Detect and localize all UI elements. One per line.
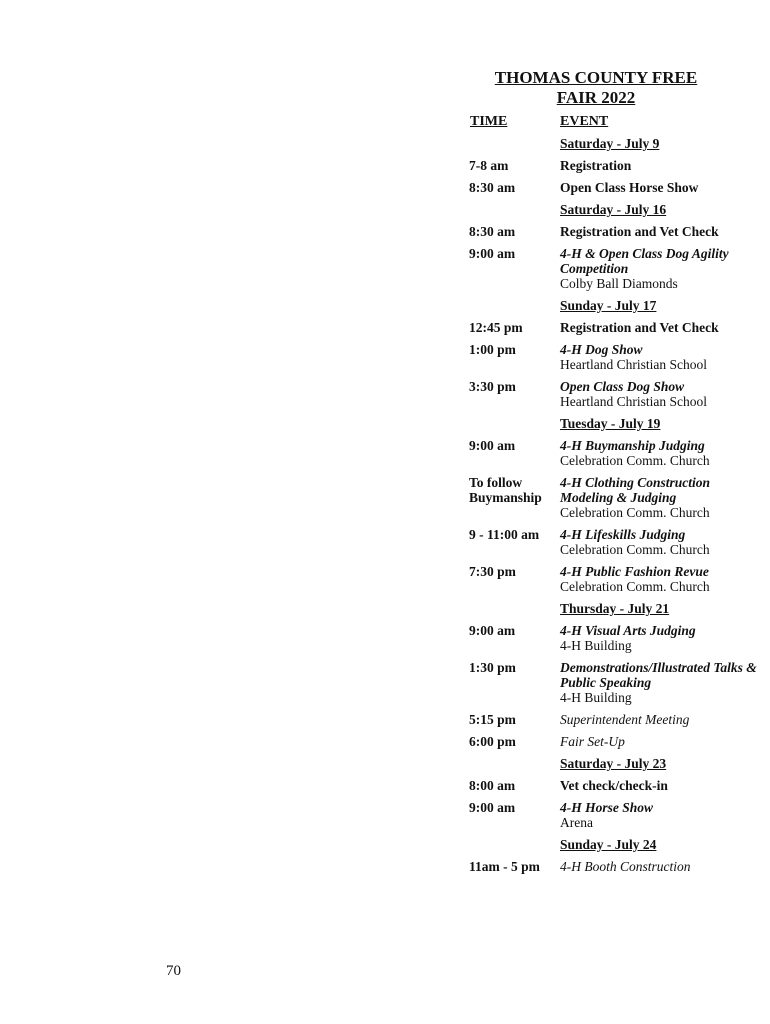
day-heading: Saturday - July 16 xyxy=(560,202,667,217)
event-name: Registration and Vet Check xyxy=(560,320,719,335)
event-cell xyxy=(560,475,760,520)
page-title xyxy=(470,68,722,108)
event-name: 4-H Visual Arts Judging xyxy=(560,623,696,638)
event-name: Registration xyxy=(560,158,632,173)
event-name: Fair Set-Up xyxy=(560,734,625,749)
schedule-row xyxy=(469,564,761,594)
page-number: 70 xyxy=(166,963,181,979)
event-time: 9:00 am xyxy=(469,623,516,638)
event-name: Superintendent Meeting xyxy=(560,712,690,727)
schedule-row xyxy=(469,224,761,239)
event-time: 9:00 am xyxy=(469,438,516,453)
schedule-row xyxy=(469,623,761,653)
event-time: 1:30 pm xyxy=(469,660,516,675)
schedule-row xyxy=(469,246,761,291)
title-line-2: FAIR 2022 xyxy=(556,88,636,107)
day-heading: Sunday - July 24 xyxy=(560,837,657,852)
schedule-row xyxy=(469,660,761,705)
schedule-row xyxy=(469,778,761,793)
event-location: Celebration Comm. Church xyxy=(560,505,710,520)
event-cell xyxy=(560,246,760,291)
event-time: 8:30 am xyxy=(469,224,516,239)
event-cell xyxy=(560,527,760,557)
event-time: 9:00 am xyxy=(469,246,516,261)
day-heading-row xyxy=(469,756,761,771)
event-cell xyxy=(560,224,760,239)
event-name: 4-H Booth Construction xyxy=(560,859,691,874)
event-location: Heartland Christian School xyxy=(560,357,707,372)
event-name: Vet check/check-in xyxy=(560,778,668,793)
schedule-row xyxy=(469,379,761,409)
day-heading: Saturday - July 23 xyxy=(560,756,667,771)
event-cell xyxy=(560,320,760,335)
schedule-row xyxy=(469,180,761,195)
event-location: Celebration Comm. Church xyxy=(560,453,710,468)
event-name: 4-H Clothing Construction Modeling & Judging xyxy=(560,475,711,505)
event-cell xyxy=(560,379,760,409)
event-time xyxy=(469,756,560,771)
day-heading: Saturday - July 9 xyxy=(560,136,660,151)
time-column-header: TIME xyxy=(470,114,508,129)
event-name: 4-H Buymanship Judging xyxy=(560,438,705,453)
event-time: 9 - 11:00 am xyxy=(469,527,540,542)
event-time: 1:00 pm xyxy=(469,342,516,357)
event-location: Arena xyxy=(560,815,593,830)
event-cell xyxy=(560,800,760,830)
event-cell xyxy=(560,180,760,195)
event-cell xyxy=(560,342,760,372)
event-cell xyxy=(560,158,760,173)
day-heading: Sunday - July 17 xyxy=(560,298,657,313)
schedule-row xyxy=(469,475,761,520)
event-location: Colby Ball Diamonds xyxy=(560,276,678,291)
event-name: Open Class Dog Show xyxy=(560,379,685,394)
event-time xyxy=(469,298,560,313)
title-line-1: THOMAS COUNTY FREE xyxy=(494,68,698,87)
event-cell xyxy=(560,438,760,468)
event-cell xyxy=(560,660,760,705)
day-heading: Tuesday - July 19 xyxy=(560,416,661,431)
event-time: 8:30 am xyxy=(469,180,516,195)
schedule-row xyxy=(469,712,761,727)
event-time xyxy=(469,416,560,431)
event-location: Celebration Comm. Church xyxy=(560,579,710,594)
schedule-row xyxy=(469,527,761,557)
day-heading-row xyxy=(469,202,761,217)
event-name: 4-H & Open Class Dog Agility Competition xyxy=(560,246,729,276)
event-cell xyxy=(560,734,760,749)
event-time: 7-8 am xyxy=(469,158,509,173)
day-heading-row xyxy=(469,416,761,431)
schedule-row xyxy=(469,158,761,173)
schedule-row xyxy=(469,342,761,372)
event-time xyxy=(469,601,560,616)
event-cell xyxy=(560,623,760,653)
event-time xyxy=(469,136,560,151)
event-name: 4-H Lifeskills Judging xyxy=(560,527,686,542)
event-time: 11am - 5 pm xyxy=(469,859,540,874)
schedule-row xyxy=(469,438,761,468)
event-name: 4-H Public Fashion Revue xyxy=(560,564,709,579)
event-time: 6:00 pm xyxy=(469,734,516,749)
event-time: To follow Buymanship xyxy=(469,475,542,505)
event-name: 4-H Horse Show xyxy=(560,800,654,815)
event-cell xyxy=(560,564,760,594)
event-name: Registration and Vet Check xyxy=(560,224,719,239)
schedule-row xyxy=(469,734,761,749)
event-column-header: EVENT xyxy=(560,114,609,129)
event-time xyxy=(469,202,560,217)
event-location: Celebration Comm. Church xyxy=(560,542,710,557)
schedule-row xyxy=(469,320,761,335)
day-heading-row xyxy=(469,136,761,151)
day-heading-row xyxy=(469,601,761,616)
event-cell xyxy=(560,778,760,793)
event-name: Open Class Horse Show xyxy=(560,180,699,195)
event-time: 12:45 pm xyxy=(469,320,523,335)
event-cell xyxy=(560,859,760,874)
event-location: 4-H Building xyxy=(560,690,632,705)
schedule-row xyxy=(469,800,761,830)
day-heading-row xyxy=(469,837,761,852)
schedule-table xyxy=(469,136,761,881)
event-name: Demonstrations/Illustrated Talks & Public Speaking xyxy=(560,660,757,690)
day-heading-row xyxy=(469,298,761,313)
event-cell xyxy=(560,712,760,727)
event-time xyxy=(469,837,560,852)
day-heading: Thursday - July 21 xyxy=(560,601,670,616)
event-time: 7:30 pm xyxy=(469,564,516,579)
event-time: 8:00 am xyxy=(469,778,516,793)
event-time: 9:00 am xyxy=(469,800,516,815)
schedule-row xyxy=(469,859,761,874)
event-time: 3:30 pm xyxy=(469,379,516,394)
event-time: 5:15 pm xyxy=(469,712,516,727)
event-name: 4-H Dog Show xyxy=(560,342,643,357)
event-location: 4-H Building xyxy=(560,638,632,653)
event-location: Heartland Christian School xyxy=(560,394,707,409)
